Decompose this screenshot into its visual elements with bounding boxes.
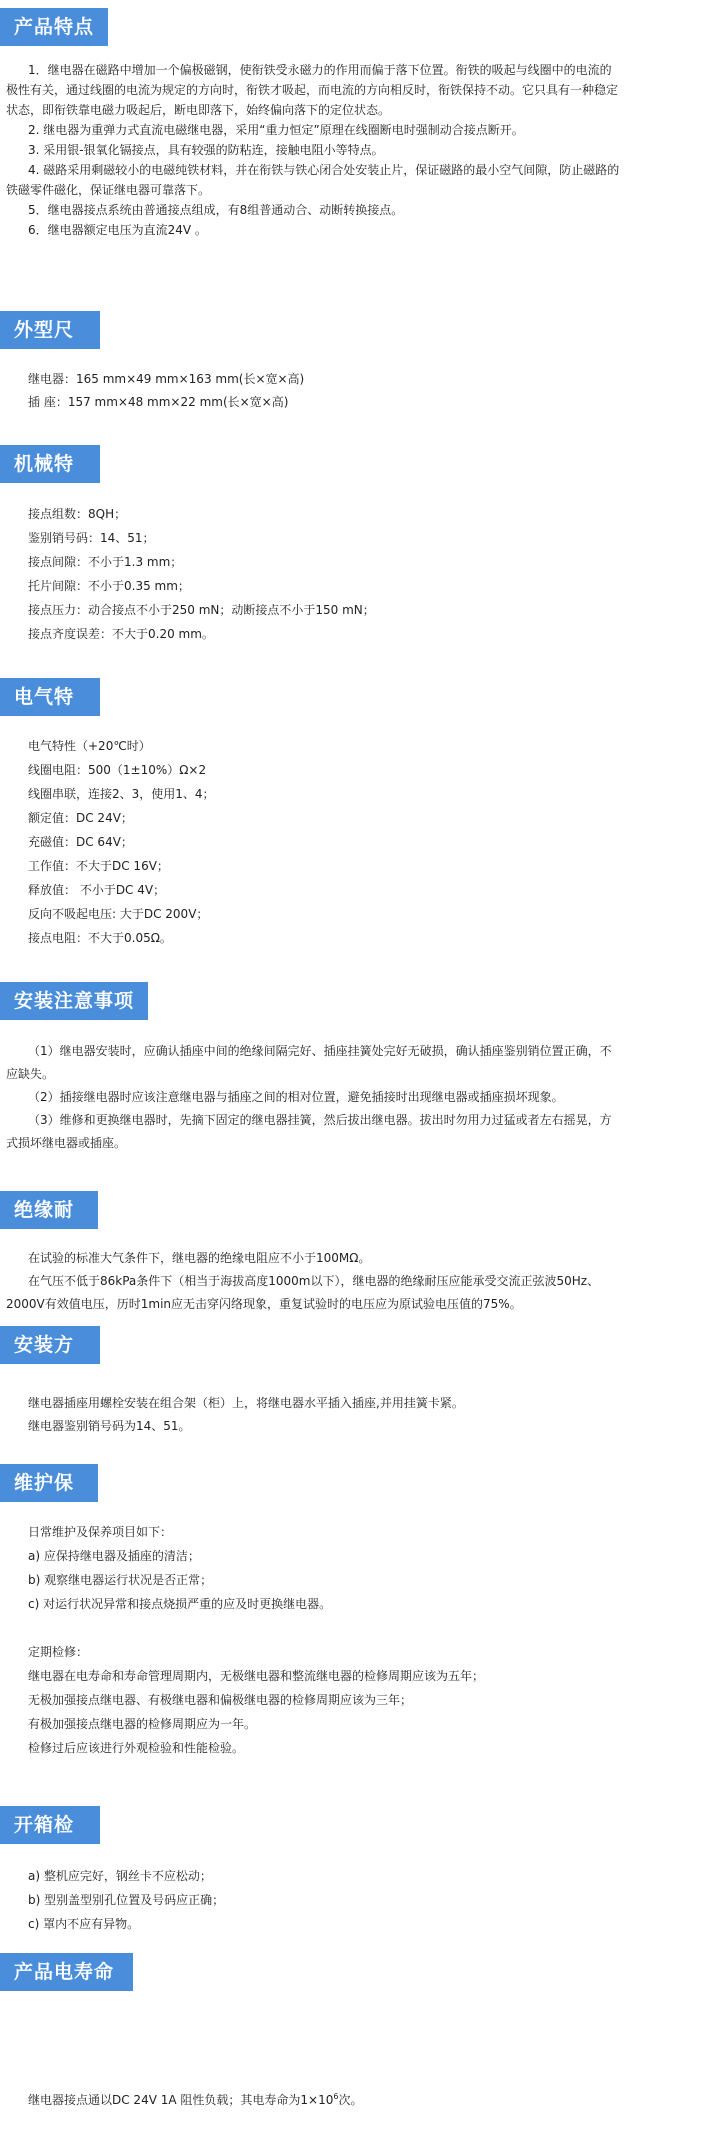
section-title-mounting: 安装方式: [0, 1326, 100, 1364]
mechanical-line: 托片间隙：不小于0.35 mm；: [28, 579, 190, 593]
maintenance-line: a) 应保持继电器及插座的清洁；: [28, 1549, 200, 1563]
installation-line: （3）维修和更换继电器时，先摘下固定的继电器挂簧，然后拔出继电器。拔出时勿用力过猛或者左右摇晃，方: [28, 1113, 612, 1127]
section-title-maintenance: 维护保养: [0, 1464, 98, 1502]
mechanical-line: 接点压力：动合接点不小于250 mN；动断接点不小于150 mN；: [28, 603, 375, 617]
section-title-inspection: 开箱检验: [0, 1806, 100, 1844]
maintenance-line: 无极加强接点继电器、有极继电器和偏极继电器的检修周期应该为三年；: [28, 1693, 413, 1707]
maintenance-line: c) 对运行状况异常和接点烧损严重的应及时更换继电器。: [28, 1597, 332, 1611]
section-title-product-features: 产品特点: [0, 8, 108, 46]
mounting-line: 继电器鉴别销号码为14、51。: [28, 1419, 191, 1433]
mechanical-line: 接点间隙：不小于1.3 mm；: [28, 555, 183, 569]
installation-line: （1）继电器安装时，应确认插座中间的绝缘间隔完好、插座挂簧处完好无破损，确认插座鉴别销位置正确，不: [28, 1044, 612, 1058]
inspection-line: a) 整机应完好，钢丝卡不应松动；: [28, 1869, 212, 1883]
lifetime-text-after: 次。: [338, 2093, 363, 2107]
installation-line: （2）插接继电器时应该注意继电器与插座之间的相对位置，避免插接时出现继电器或插座损坏现象。: [28, 1090, 564, 1104]
electrical-line: 电气特性（+20℃时）: [28, 739, 151, 753]
electrical-line: 释放值： 不小于DC 4V；: [28, 883, 166, 897]
product-features-line: 1．继电器在磁路中增加一个偏极磁钢，使衔铁受永磁力的作用而偏于落下位置。衔铁的吸起与线圈中的电流的: [28, 63, 612, 77]
section-title-mechanical: 机械特性: [0, 445, 100, 483]
electrical-line: 额定值：DC 24V；: [28, 811, 133, 825]
maintenance-line: 继电器在电寿命和寿命管理周期内，无极继电器和整流继电器的检修周期应该为五年；: [28, 1669, 485, 1683]
electrical-line: 工作值：不大于DC 16V；: [28, 859, 169, 873]
maintenance-line: 有极加强接点继电器的检修周期应为一年。: [28, 1717, 257, 1731]
product-features-line: 4. 磁路采用剩磁较小的电磁纯铁材料，并在衔铁与铁心闭合处安装止片，保证磁路的最小空气间隙，防止磁路的: [28, 163, 620, 177]
electrical-line: 接点电阻：不大于0.05Ω。: [28, 931, 172, 945]
electrical-line: 线圈串联，连接2、3，使用1、4；: [28, 787, 215, 801]
product-features-line: 极性有关，通过线圈的电流为规定的方向时，衔铁才吸起，而电流的方向相反时，衔铁保持不动。它只具有一种稳定: [6, 83, 619, 97]
maintenance-line: 检修过后应该进行外观检验和性能检验。: [28, 1741, 245, 1755]
maintenance-line: 日常维护及保养项目如下：: [28, 1525, 173, 1539]
section-title-insulation: 绝缘耐压: [0, 1191, 98, 1229]
inspection-line: b) 型别盖型别孔位置及号码应正确；: [28, 1893, 225, 1907]
installation-line: 式损坏继电器或插座。: [6, 1136, 127, 1150]
product-features-line: 6．继电器额定电压为直流24V 。: [28, 223, 207, 237]
mechanical-line: 接点齐度误差：不大于0.20 mm。: [28, 627, 214, 641]
mechanical-line: 鉴别销号码：14、51；: [28, 531, 155, 545]
lifetime-line: [28, 2092, 362, 2108]
section-title-electrical: 电气特性: [0, 678, 100, 716]
product-features-line: 状态，即衔铁靠电磁力吸起后，断电即落下，始终偏向落下的定位状态。: [6, 103, 391, 117]
lifetime-exponent: 6: [333, 2092, 339, 2101]
lifetime-text-before: 继电器接点通以DC 24V 1A 阻性负载；其电寿命为1×10: [28, 2093, 334, 2107]
mechanical-line: 接点组数：8QH；: [28, 507, 127, 521]
inspection-line: c) 罩内不应有异物。: [28, 1917, 140, 1931]
electrical-line: 充磁值：DC 64V；: [28, 835, 133, 849]
maintenance-line: 定期检修：: [28, 1645, 89, 1659]
installation-line: 应缺失。: [6, 1067, 55, 1081]
insulation-line: 2000V有效值电压，历时1min应无击穿闪络现象，重复试验时的电压应为原试验电压值的75%。: [6, 1297, 522, 1311]
dimensions-line: 继电器：165 mm×49 mm×163 mm(长×宽×高): [28, 372, 305, 386]
electrical-line: 反向不吸起电压: 大于DC 200V；: [28, 907, 209, 921]
electrical-line: 线圈电阻：500（1±10%）Ω×2: [28, 763, 207, 777]
product-features-line: 2. 继电器为重弹力式直流电磁继电器，采用“重力恒定”原理在线圈断电时强制动合接点断开。: [28, 123, 524, 137]
product-features-line: 3. 采用银-银氧化镉接点，具有较强的防粘连，接触电阻小等特点。: [28, 143, 384, 157]
section-title-dimensions: 外型尺寸: [0, 311, 100, 349]
maintenance-line: b) 观察继电器运行状况是否正常；: [28, 1573, 213, 1587]
mounting-line: 继电器插座用螺栓安装在组合架（柜）上，将继电器水平插入插座,并用挂簧卡紧。: [28, 1396, 464, 1410]
insulation-line: 在试验的标准大气条件下，继电器的绝缘电阻应不小于100MΩ。: [28, 1251, 371, 1265]
dimensions-line: 插 座：157 mm×48 mm×22 mm(长×宽×高): [28, 395, 289, 409]
product-features-line: 铁磁零件磁化，保证继电器可靠落下。: [6, 183, 211, 197]
insulation-line: 在气压不低于86kPa条件下（相当于海拔高度1000m以下），继电器的绝缘耐压应能承受交流正弦波50Hz、: [28, 1274, 600, 1288]
section-title-lifetime: 产品电寿命: [0, 1953, 133, 1991]
section-title-installation: 安装注意事项: [0, 982, 148, 1020]
product-features-line: 5．继电器接点系统由普通接点组成，有8组普通动合、动断转换接点。: [28, 203, 404, 217]
